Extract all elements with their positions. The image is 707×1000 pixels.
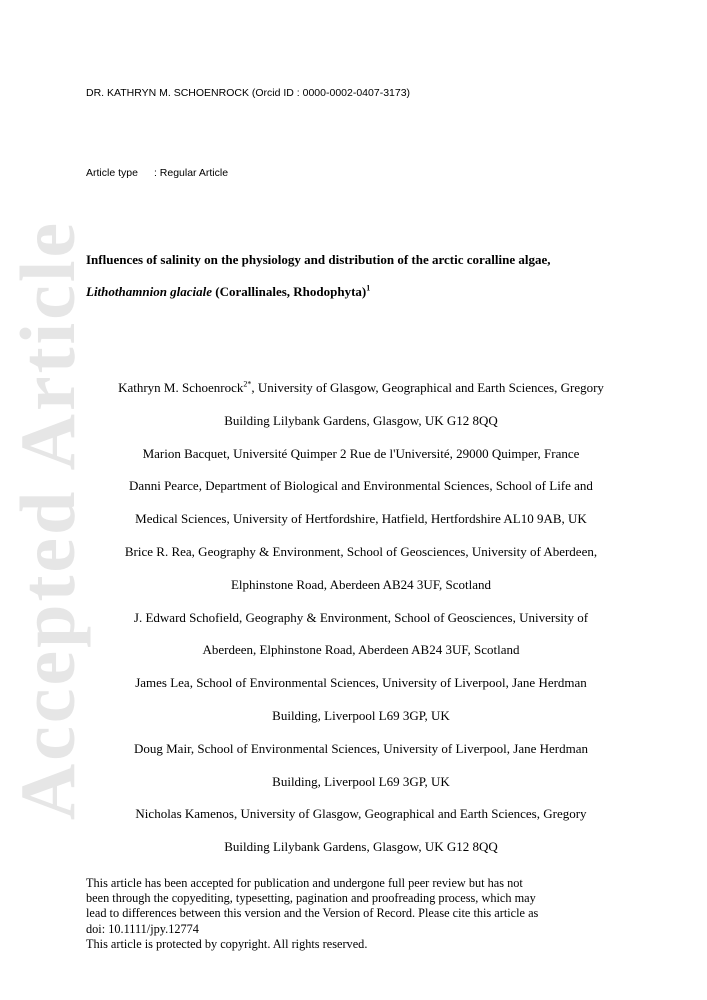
affil-line: Building, Liverpool L69 3GP, UK (272, 773, 450, 789)
notice-line: This article has been accepted for publication and undergone full peer review but has not (86, 876, 523, 890)
affil-line: James Lea, School of Environmental Sciences, University of Liverpool, Jane Herdman (135, 675, 587, 691)
acceptance-notice (86, 876, 646, 952)
author-entry (86, 602, 636, 668)
affil-line: Danni Pearce, Department of Biological and Environmental Sciences, School of Life and (129, 478, 593, 494)
affil-text: , University of Glasgow, Geographical and Earth Sciences, Gregory (251, 380, 604, 395)
affil-line: J. Edward Schofield, Geography & Environment, School of Geosciences, University of (133, 609, 589, 625)
title-line-1: Influences of salinity on the physiology and distribution of the arctic coralline algae, (86, 252, 551, 267)
article-title (86, 244, 626, 308)
doi-line: doi: 10.1111/jpy.12774 (86, 921, 199, 936)
affil-line: Elphinstone Road, Aberdeen AB24 3UF, Scotland (230, 576, 492, 592)
affil-line: Brice R. Rea, Geography & Environment, School of Geosciences, University of Aberdeen, (124, 543, 598, 559)
author-entry (86, 372, 636, 438)
article-type (86, 167, 228, 179)
author-entry (86, 733, 636, 799)
article-type-label: Article type (86, 167, 138, 179)
notice-line: been through the copyediting, typesetting, pagination and proofreading process, which may (86, 891, 536, 906)
author-entry (86, 798, 636, 864)
author-name: Kathryn M. Schoenrock (118, 380, 244, 395)
header-author-orcid: DR. KATHRYN M. SCHOENROCK (Orcid ID : 0000-0002-0407-3173) (86, 87, 411, 99)
author-sup: 2* (243, 379, 252, 389)
title-footnote: 1 (366, 283, 371, 293)
author-entry (86, 470, 636, 536)
notice-line: lead to differences between this version and the Version of Record. Please cite this article as (86, 906, 539, 921)
article-type-value: : Regular Article (153, 167, 229, 179)
affil-line (86, 372, 636, 405)
title-rest: (Corallinales, Rhodophyta) (212, 284, 367, 299)
author-entry (86, 667, 636, 733)
copyright-line: This article is protected by copyright. All rights reserved. (86, 936, 368, 951)
affil-line: Marion Bacquet, Université Quimper 2 Rue de l'Université, 29000 Quimper, France (142, 445, 580, 461)
affil-line: Aberdeen, Elphinstone Road, Aberdeen AB24 3UF, Scotland (202, 642, 520, 658)
accepted-article-watermark: Accepted Article (4, 219, 91, 821)
affil-line: Nicholas Kamenos, University of Glasgow, Geographical and Earth Sciences, Gregory (135, 806, 587, 822)
affil-line: Medical Sciences, University of Hertfordshire, Hatfield, Hertfordshire AL10 9AB, UK (135, 511, 587, 527)
title-species: Lithothamnion glaciale (86, 284, 213, 299)
author-entry (86, 438, 636, 471)
author-affiliations (86, 372, 636, 864)
author-entry (86, 536, 636, 602)
affil-line: Building, Liverpool L69 3GP, UK (272, 707, 450, 723)
affil-line: Building Lilybank Gardens, Glasgow, UK G12 8QQ (224, 412, 498, 428)
affil-line: Building Lilybank Gardens, Glasgow, UK G12 8QQ (224, 839, 498, 855)
title-line-2 (86, 276, 626, 308)
affil-line: Doug Mair, School of Environmental Sciences, University of Liverpool, Jane Herdman (133, 740, 588, 756)
